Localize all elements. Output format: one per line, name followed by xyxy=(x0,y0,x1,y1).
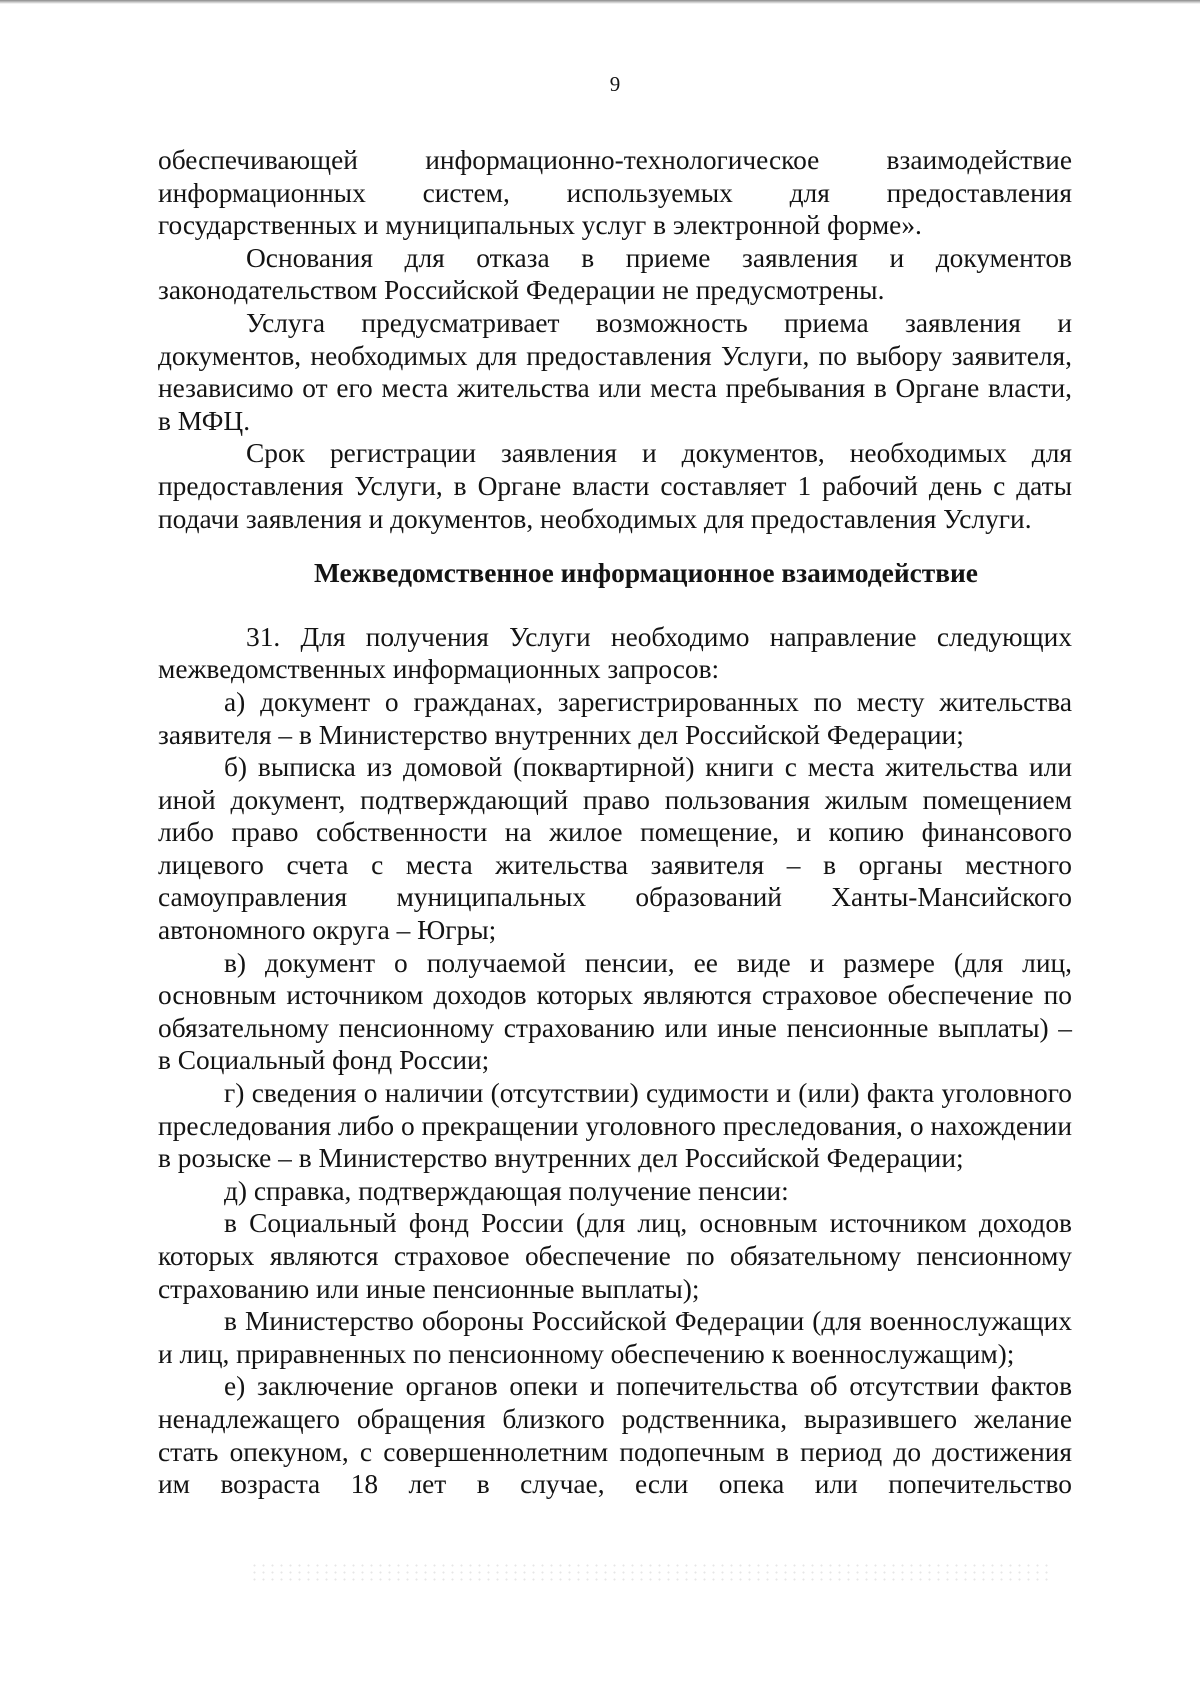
item-b-paragraph: б) выписка из домовой (поквартирной) книги с места жительства или иной документ, подтверждающий право пользования жилым помещением либо право собственности на жилое помещение, и копию финансового лицевого счета с места жительства заявителя – в органы местного самоуправления муниципальных образований Ханты-Мансийского автономного округа – Югры; xyxy=(158,752,1072,946)
section-heading: Межведомственное информационное взаимодействие xyxy=(314,558,978,589)
item-d-mod-paragraph: в Министерство обороны Российской Федерации (для военнослужащих и лиц, приравненных по пенсионному обеспечению к военнослужащим); xyxy=(158,1306,1072,1369)
grounds-for-refusal-paragraph: Основания для отказа в приеме заявления и документов законодательством Российской Федерации не предусмотрены. xyxy=(158,242,1072,306)
registration-term-paragraph: Срок регистрации заявления и документов, необходимых для предоставления Услуги, в Органе власти составляет 1 рабочий день с даты подачи заявления и документов, необходимых для предоставления Услуги. xyxy=(158,438,1072,534)
scan-noise xyxy=(250,1562,1050,1582)
item-a-paragraph: а) документ о гражданах, зарегистрированных по месту жительства заявителя – в Министерство внутренних дел Российской Федерации; xyxy=(158,686,1072,750)
item-g-paragraph: г) сведения о наличии (отсутствии) судимости и (или) факта уголовного преследования либо о прекращении уголовного преследования, о нахождении в розыске – в Министерство внутренних дел Российской Федерации; xyxy=(158,1078,1072,1174)
item-d-paragraph: д) справка, подтверждающая получение пенсии: xyxy=(224,1175,789,1206)
item-v-paragraph: в) документ о получаемой пенсии, ее виде и размере (для лиц, основным источником доходов которых являются страховое обеспечение по обязательному пенсионному страхованию или иные пенсионные выплаты) – в Социальный фонд России; xyxy=(158,947,1072,1076)
document-body xyxy=(158,144,1072,1501)
scan-top-edge xyxy=(0,0,1200,4)
clause-31-paragraph: 31. Для получения Услуги необходимо направление следующих межведомственных информационных запросов: xyxy=(158,621,1072,685)
intro-continuation-paragraph: обеспечивающей информационно-технологическое взаимодействие информационных систем, используемых для предоставления государственных и муниципальных услуг в электронной форме». xyxy=(158,145,1072,241)
service-acceptance-paragraph: Услуга предусматривает возможность приема заявления и документов, необходимых для предоставления Услуги, по выбору заявителя, независимо от его места жительства или места пребывания в Органе власти, в МФЦ. xyxy=(158,307,1072,436)
item-e-paragraph: е) заключение органов опеки и попечительства об отсутствии фактов ненадлежащего обращения близкого родственника, выразившего желание стать опекуном, с совершеннолетним подопечным в период до достижения им возраста 18 лет в случае, если опека или попечительство xyxy=(158,1371,1072,1500)
page-number: 9 xyxy=(609,72,621,96)
item-d-sfr-paragraph: в Социальный фонд России (для лиц, основным источником доходов которых являются страховое обеспечение по обязательному пенсионному страхованию или иные пенсионные выплаты); xyxy=(158,1208,1072,1304)
